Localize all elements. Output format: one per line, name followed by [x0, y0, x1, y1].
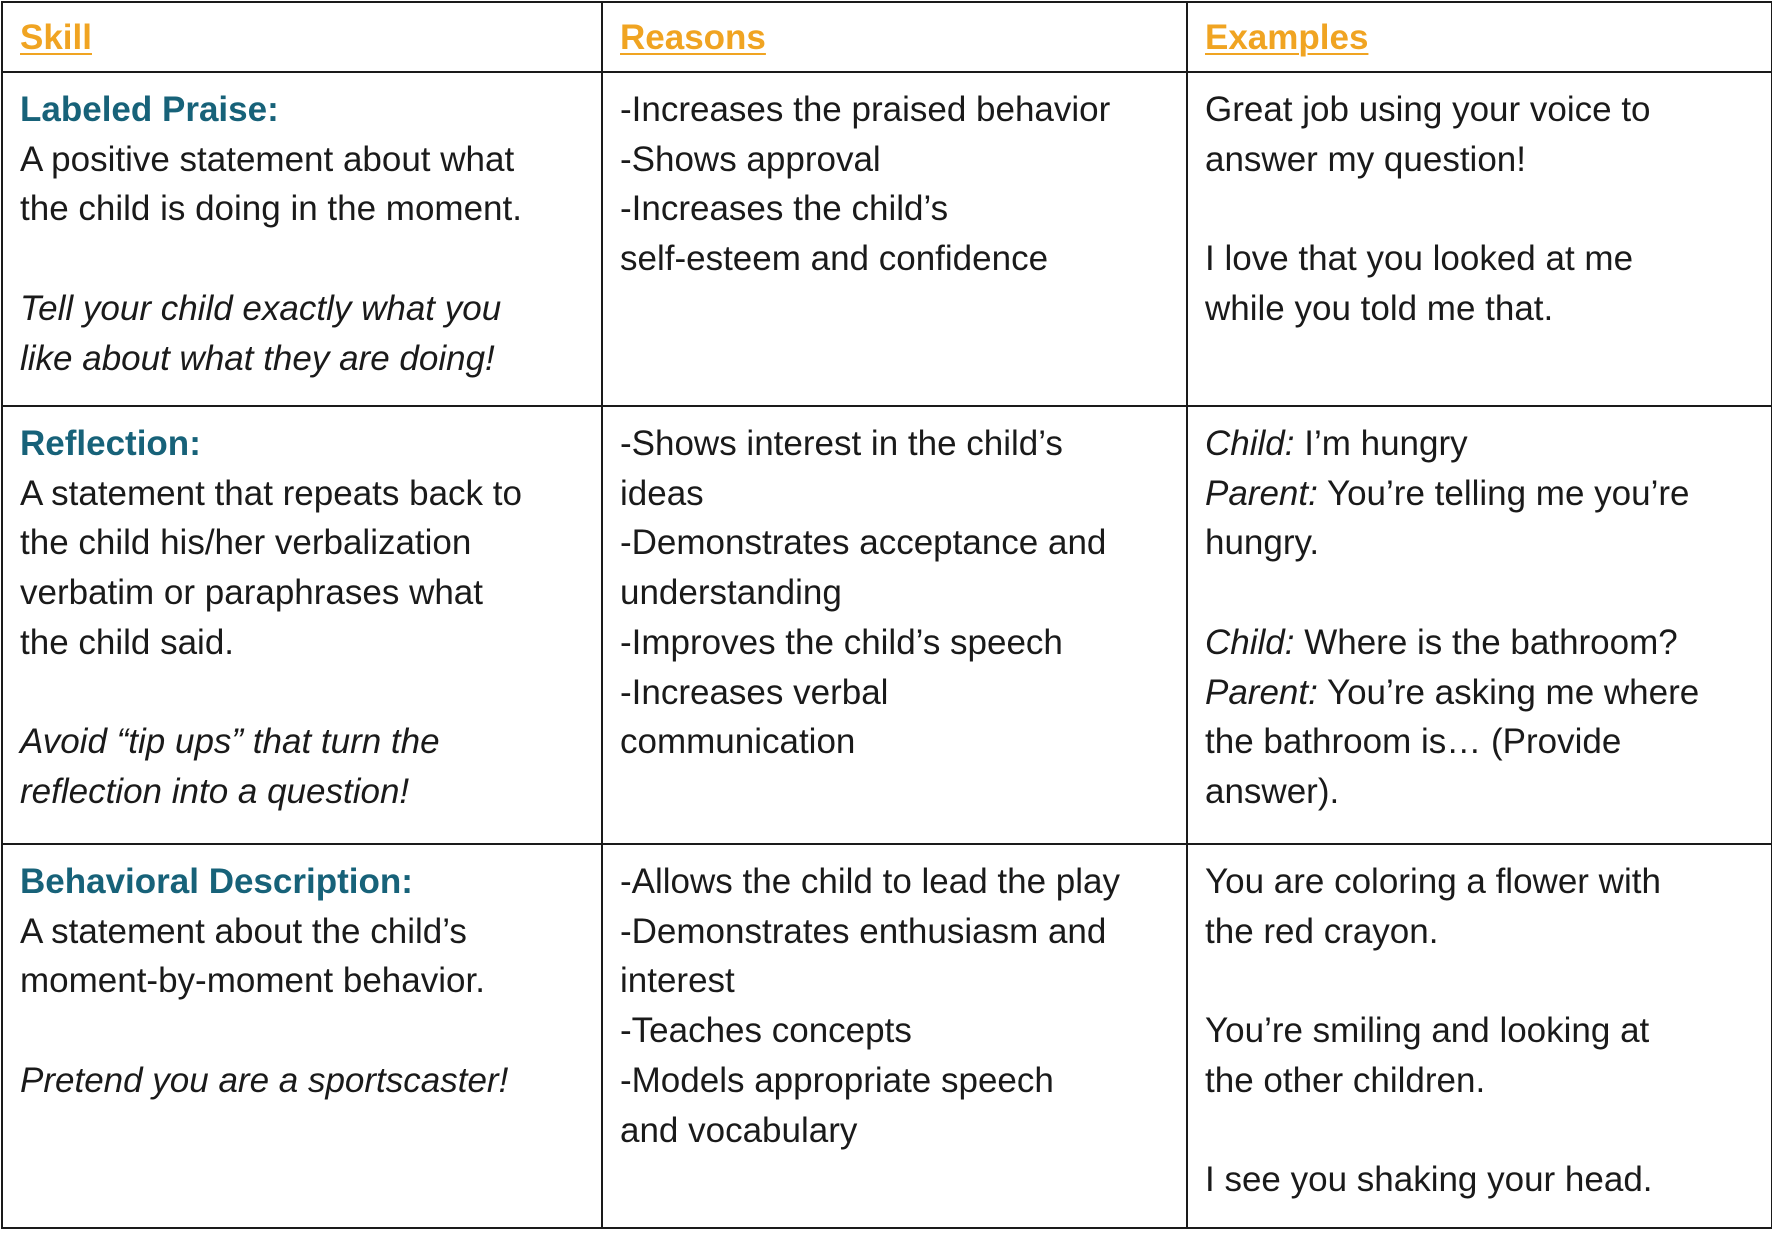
reason-line: interest: [620, 961, 735, 1001]
header-examples: Examples: [1205, 18, 1369, 57]
example-line: while you told me that.: [1205, 288, 1554, 328]
example-line: hungry.: [1205, 523, 1320, 563]
speaker-parent-label: Parent:: [1205, 473, 1318, 513]
reason-line: communication: [620, 722, 856, 762]
dialogue-text: I’m hungry: [1304, 424, 1468, 463]
skill-title: Labeled Praise:: [20, 90, 279, 129]
reason-line: -Demonstrates enthusiasm and: [620, 911, 1107, 951]
examples-cell: [1187, 406, 1772, 844]
example-line: the bathroom is… (Provide: [1205, 722, 1622, 762]
skill-description-line: the child his/her verbalization: [20, 523, 472, 563]
reason-line: -Shows approval: [620, 139, 881, 179]
example-line: I love that you looked at me: [1205, 239, 1634, 279]
reason-line: -Demonstrates acceptance and: [620, 523, 1107, 563]
reason-line: self-esteem and confidence: [620, 239, 1049, 279]
table-row: [2, 844, 1772, 1228]
skill-cell: [2, 72, 602, 406]
reason-line: -Increases verbal: [620, 672, 889, 712]
dialogue-text: You’re asking me where: [1326, 672, 1700, 712]
reason-line: -Models appropriate speech: [620, 1060, 1054, 1100]
reason-line: -Increases the child’s: [620, 189, 949, 229]
example-line: You’re smiling and looking at: [1205, 1011, 1650, 1051]
reasons-cell: [602, 72, 1187, 406]
skill-tip-line: like about what they are doing!: [20, 338, 495, 378]
reason-line: -Improves the child’s speech: [620, 622, 1063, 662]
skill-cell: [2, 844, 602, 1228]
header-skill: Skill: [20, 18, 92, 57]
example-line: [1205, 618, 1755, 668]
examples-cell: [1187, 844, 1772, 1228]
skill-description-line: the child said.: [20, 622, 235, 662]
reason-line: -Allows the child to lead the play: [620, 862, 1120, 901]
example-line: answer my question!: [1205, 139, 1526, 179]
skill-description-line: verbatim or paraphrases what: [20, 573, 483, 613]
reason-line: and vocabulary: [620, 1110, 858, 1150]
reason-line: -Shows interest in the child’s: [620, 424, 1063, 463]
dialogue-text: Where is the bathroom?: [1304, 622, 1678, 662]
skills-table: [1, 1, 1772, 1229]
example-line: the red crayon.: [1205, 911, 1439, 951]
table-row: [2, 72, 1772, 406]
reasons-cell: [602, 406, 1187, 844]
skill-title: Behavioral Description:: [20, 862, 413, 901]
header-reasons: Reasons: [620, 18, 766, 57]
dialogue-text: You’re telling me you’re: [1326, 473, 1690, 513]
skill-description-line: A positive statement about what: [20, 139, 515, 179]
example-line: [1205, 668, 1755, 718]
reason-line: -Increases the praised behavior: [620, 90, 1111, 129]
speaker-parent-label: Parent:: [1205, 672, 1318, 712]
skill-description-line: the child is doing in the moment.: [20, 189, 522, 229]
reason-line: -Teaches concepts: [620, 1011, 912, 1051]
example-line: [1205, 419, 1755, 469]
reason-line: understanding: [620, 573, 842, 613]
example-line: You are coloring a flower with: [1205, 862, 1661, 901]
example-line: the other children.: [1205, 1060, 1486, 1100]
skill-tip-line: reflection into a question!: [20, 771, 410, 811]
skill-cell: [2, 406, 602, 844]
table-row: [2, 406, 1772, 844]
example-line: [1205, 469, 1755, 519]
examples-cell: [1187, 72, 1772, 406]
speaker-child-label: Child:: [1205, 424, 1295, 463]
skill-description-line: moment-by-moment behavior.: [20, 961, 485, 1001]
speaker-child-label: Child:: [1205, 622, 1295, 662]
skill-tip-line: Tell your child exactly what you: [20, 288, 502, 328]
header-cell-examples: [1187, 2, 1772, 72]
header-cell-skill: [2, 2, 602, 72]
reason-line: ideas: [620, 473, 704, 513]
skill-tip-line: Avoid “tip ups” that turn the: [20, 722, 440, 762]
skill-description-line: A statement about the child’s: [20, 911, 467, 951]
header-row: [2, 2, 1772, 72]
example-line: I see you shaking your head.: [1205, 1160, 1653, 1200]
example-line: answer).: [1205, 771, 1340, 811]
header-cell-reasons: [602, 2, 1187, 72]
skill-tip-line: Pretend you are a sportscaster!: [20, 1060, 509, 1100]
reasons-cell: [602, 844, 1187, 1228]
skill-description-line: A statement that repeats back to: [20, 473, 522, 513]
example-line: Great job using your voice to: [1205, 90, 1651, 129]
skill-title: Reflection:: [20, 424, 201, 463]
